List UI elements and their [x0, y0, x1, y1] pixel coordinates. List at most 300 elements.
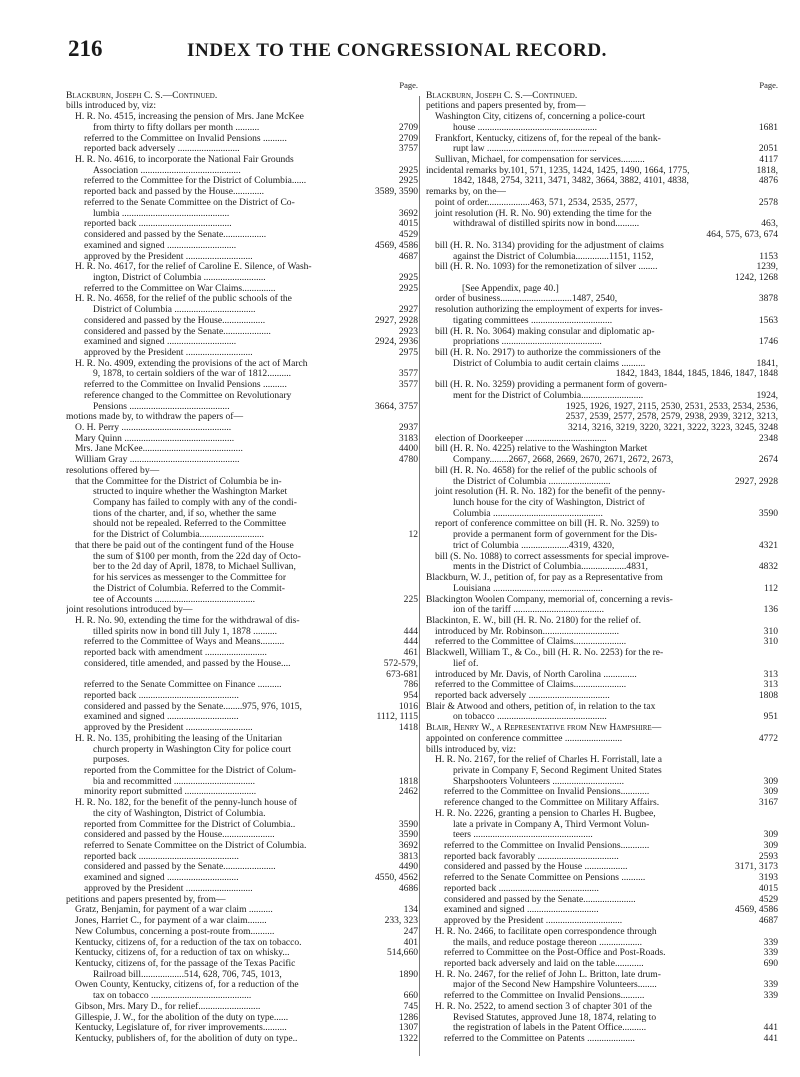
entry-text: Kentucky, citizens of, for the passage of the Texas Pacific — [75, 958, 296, 969]
index-entry-line — [426, 509, 778, 520]
entry-text: introduced by Mr. Davis, of North Carolina .............. — [435, 669, 637, 680]
entry-text: examined and signed .............................. — [84, 712, 239, 723]
entry-text: report of conference committee on bill (H. R. No. 3259) to — [435, 519, 660, 530]
index-entry-line — [66, 91, 418, 102]
entry-text: lunch house for the city of Washington, District of — [453, 498, 645, 509]
page-reference: 444 — [403, 626, 418, 637]
index-entry-line — [66, 316, 418, 327]
index-entry-line — [66, 380, 418, 391]
index-entry-line — [66, 455, 418, 466]
entry-text: referred to the Committee on Invalid Pensions.......... — [444, 991, 645, 1002]
entry-text: [See Appendix, page 40.] — [462, 283, 559, 294]
index-entry-line — [426, 562, 778, 573]
entry-text: introduced by Mr. Robinson................................ — [435, 626, 620, 637]
index-entry-line — [66, 112, 418, 123]
index-entry-line — [426, 852, 778, 863]
index-entry-line — [426, 519, 778, 530]
page-reference: 401 — [403, 937, 418, 948]
index-entry-line — [66, 1023, 418, 1034]
entry-text: ments in the District of Columbia...................4831, — [453, 562, 648, 573]
index-entry-line — [66, 552, 418, 563]
entry-text: approved by the President ............................ — [84, 347, 253, 358]
page-reference: 690 — [763, 958, 778, 969]
index-entry-line — [66, 487, 418, 498]
entry-text: considered and passed by the Senate...................... — [84, 862, 276, 873]
index-entry-line — [426, 938, 778, 949]
index-entry-line — [66, 595, 418, 606]
index-entry-line — [426, 970, 778, 981]
index-entry-line — [66, 273, 418, 284]
page-reference: 660 — [403, 991, 418, 1002]
entry-text: point of order..................463, 571, 2534, 2535, 2577, — [435, 197, 638, 208]
page-reference: 4832 — [758, 562, 778, 573]
entry-text: Louisiana .............................................. — [453, 583, 603, 594]
page-reference: 3813 — [398, 851, 418, 862]
entry-text: Blackinton, E. W., bill (H. R. No. 2180) for the relief of. — [426, 615, 642, 626]
index-entry-line — [426, 444, 778, 455]
index-entry-line — [66, 584, 418, 595]
entry-text: District of Columbia .................................. — [93, 305, 256, 316]
entry-text: H. R. No. 4617, for the relief of Caroline E. Silence, of Wash- — [75, 262, 312, 273]
index-entry-line — [426, 466, 778, 477]
entry-text: Mrs. Jane McKee.......................................... — [75, 444, 243, 455]
entry-text: that the Committee for the District of Columbia be in- — [75, 476, 282, 487]
index-entry-line — [426, 91, 778, 102]
page-reference: 313 — [763, 669, 778, 680]
entry-text: considered and passed by the House.................. — [84, 315, 266, 326]
entry-text: referred to the Committee on War Claims.............. — [84, 283, 276, 294]
entry-text: the registration of labels in the Patent Office.......... — [453, 1023, 647, 1034]
page-reference: 1242, 1268 — [735, 272, 778, 283]
page-reference: 4687 — [758, 916, 778, 927]
entry-text: bill (H. R. No. 4225) relative to the Washington Market — [435, 444, 648, 455]
page-reference: 2975 — [398, 347, 418, 358]
entry-text: considered and passed by the Senate.................... — [84, 326, 271, 337]
index-entry-line — [66, 702, 418, 713]
entry-text: considered and passed by the Senate.................. — [84, 230, 267, 241]
entry-text: approved by the President ................................ — [444, 916, 623, 927]
page-reference: 4015 — [758, 883, 778, 894]
entry-text: on tobacco .............................................. — [453, 712, 607, 723]
page-reference: 4686 — [398, 883, 418, 894]
entry-text: Revised Statutes, approved June 18, 1874, relating to — [453, 1012, 657, 1023]
entry-text: Sharpshooters Volunteers .............................. — [453, 776, 624, 787]
entry-text: referred to the Committee on Invalid Pensions............ — [444, 787, 650, 798]
index-entry-line — [66, 841, 418, 852]
entry-text: considered, title amended, and passed by the House.... — [84, 658, 291, 669]
page-reference: 2578 — [758, 197, 778, 208]
entry-text: reported back adversely .................................. — [435, 690, 610, 701]
page-reference: 464, 575, 673, 674 — [706, 230, 778, 241]
entry-text: that there be paid out of the contingent fund of the House — [75, 540, 294, 551]
page-reference: 233, 323 — [384, 916, 418, 927]
entry-text: referred to the Senate Committee on Pensions .......... — [444, 873, 646, 884]
entry-text: order of business..............................1487, 2540, — [435, 294, 618, 305]
entry-text: the mails, and reduce postage thereon .................. — [453, 937, 643, 948]
page-reference: 247 — [403, 926, 418, 937]
entry-text: reported back adversely .......................... — [84, 144, 240, 155]
index-entry-line — [426, 702, 778, 713]
page-reference: 2462 — [398, 787, 418, 798]
entry-text: Railroad bill..................514, 628, 706, 745, 1013, — [93, 969, 282, 980]
index-entry-line — [426, 187, 778, 198]
entry-text: ion of the tariff ...................................... — [453, 605, 604, 616]
page-reference: 310 — [763, 637, 778, 648]
page-reference: 1322 — [398, 1033, 418, 1044]
index-entry-line — [426, 252, 778, 263]
entry-text: Sullivan, Michael, for compensation for services.......... — [435, 155, 645, 166]
page-reference: 786 — [403, 680, 418, 691]
index-entry-line — [426, 294, 778, 305]
entry-text: reported back .......................................... — [84, 690, 239, 701]
page-reference: 3590 — [398, 819, 418, 830]
index-entry-line — [66, 766, 418, 777]
running-title: INDEX TO THE CONGRESSIONAL RECORD. — [187, 40, 608, 61]
page-reference: 4529 — [758, 894, 778, 905]
index-entry-line — [426, 455, 778, 466]
entry-text: the District of Columbia .......................... — [453, 476, 611, 487]
entry-text: from thirty to fifty dollars per month .......... — [93, 122, 260, 133]
entry-text: for his services as messenger to the Committee for — [93, 573, 287, 584]
page-reference: 2709 — [398, 133, 418, 144]
index-entry-line — [66, 359, 418, 370]
page-reference: 1239, — [756, 262, 778, 273]
entry-text: bills introduced by, viz: — [426, 744, 517, 755]
entry-text: considered and passed by the Senate...................... — [444, 894, 636, 905]
page-reference: 3590 — [398, 830, 418, 841]
page-header — [52, 32, 770, 66]
index-entry-line — [426, 487, 778, 498]
index-entry-line — [66, 712, 418, 723]
index-entry-line — [66, 262, 418, 273]
index-entry-line — [426, 230, 778, 241]
index-entry-line — [426, 830, 778, 841]
page-reference: 2925 — [398, 165, 418, 176]
page-reference: 4529 — [398, 230, 418, 241]
entry-text: referred to the Committee of Claims...................... — [435, 637, 627, 648]
entry-text: referred to the Senate Committee on Finance .......... — [84, 680, 282, 691]
index-entry-line — [426, 209, 778, 220]
entry-text: late a private in Company A, Third Vermont Volun- — [453, 819, 650, 830]
page-reference: 441 — [763, 1033, 778, 1044]
page-reference: 1563 — [758, 315, 778, 326]
entry-text: H. R. No. 2226, granting a pension to Charles H. Bugbee, — [435, 808, 656, 819]
index-entry-line — [426, 348, 778, 359]
entry-text: propriations .......................................... — [453, 337, 602, 348]
page-reference: 2923 — [398, 326, 418, 337]
index-entry-line — [426, 670, 778, 681]
index-entry-line — [66, 648, 418, 659]
index-entry-line — [66, 938, 418, 949]
page-reference: 3589, 3590 — [375, 187, 418, 198]
page-reference: 1418 — [398, 723, 418, 734]
entry-text: Mary Quinn .............................................. — [75, 433, 235, 444]
entry-text: the city of Washington, District of Columbia. — [93, 808, 266, 819]
page-reference: 2348 — [758, 433, 778, 444]
entry-text: referred to the Senate Committee on the District of Co- — [84, 197, 295, 208]
page-reference: 1818 — [398, 776, 418, 787]
page-reference: 1153 — [759, 251, 778, 262]
index-entry-line — [426, 1013, 778, 1024]
entry-text: referred to the Committee on Invalid Pensions .......... — [84, 133, 287, 144]
index-entry-line — [66, 402, 418, 413]
page-reference: 2051 — [758, 144, 778, 155]
index-entry-line — [426, 134, 778, 145]
entry-text: examined and signed ............................. — [84, 240, 237, 251]
index-entry-line — [426, 391, 778, 402]
index-entry-line — [426, 884, 778, 895]
entry-text: District of Columbia to audit certain claims .......... — [453, 358, 646, 369]
index-entry-line — [66, 541, 418, 552]
entry-text: house .................................................. — [453, 122, 597, 133]
index-entry-line — [66, 627, 418, 638]
index-entry-line — [426, 798, 778, 809]
index-entry-line — [426, 820, 778, 831]
index-entry-line — [426, 573, 778, 584]
entry-text: teers .................................................. — [453, 830, 593, 841]
entry-text: provide a permanent form of government for the Dis- — [453, 530, 658, 541]
entry-text: reported back ....................................... — [84, 219, 232, 230]
page-number: 216 — [68, 36, 103, 61]
index-entry-line — [66, 412, 418, 423]
index-entry-line — [66, 916, 418, 927]
entry-text: Blair, Henry W., a Representative from New Hampshire— — [426, 723, 662, 734]
entry-text: election of Doorkeeper .................................. — [435, 433, 607, 444]
page-reference: 2593 — [758, 851, 778, 862]
entry-text: H. R. No. 135, prohibiting the leasing of the Unitarian — [75, 733, 283, 744]
entry-text: Blackburn, Joseph C. S.—Continued. — [66, 90, 218, 101]
page-reference: 2924, 2936 — [375, 337, 418, 348]
index-entry-line — [66, 444, 418, 455]
index-entry-line — [66, 948, 418, 959]
entry-text: examined and signed ............................. — [84, 337, 237, 348]
index-entry-line — [66, 348, 418, 359]
entry-text: reference changed to the Committee on Revolutionary — [84, 390, 292, 401]
page-reference: 2927, 2928 — [735, 476, 778, 487]
entry-text: considered and passed by the House...................... — [84, 830, 275, 841]
index-entry-line — [426, 659, 778, 670]
entry-text: O. H. Perry .............................................. — [75, 423, 232, 433]
index-entry-line — [66, 284, 418, 295]
entry-text: referred to the Committee for the District of Columbia...... — [84, 176, 307, 187]
page-reference: 1307 — [398, 1023, 418, 1034]
index-entry-line — [66, 1002, 418, 1013]
index-entry-line — [66, 155, 418, 166]
entry-text: bill (H. R. No. 3064) making consular and diplomatic ap- — [435, 326, 655, 337]
page-reference: 673-681 — [386, 669, 418, 680]
entry-text: appointed on conference committee ........................ — [426, 733, 623, 744]
page-reference: 1016 — [398, 701, 418, 712]
index-entry-line — [66, 369, 418, 380]
page-reference: 745 — [403, 1001, 418, 1012]
page-reference: 4772 — [758, 733, 778, 744]
index-entry-line — [66, 391, 418, 402]
page-reference: 3757 — [398, 144, 418, 155]
page-reference: 951 — [763, 712, 778, 723]
entry-text: New Columbus, concerning a post-route from.......... — [75, 926, 275, 937]
entry-text: church property in Washington City for police court — [93, 744, 292, 755]
index-entry-line — [66, 980, 418, 991]
page-reference: 3590 — [758, 508, 778, 519]
entry-text: Gillespie, J. W., for the abolition of the duty on type...... — [75, 1012, 289, 1023]
page-reference: 441 — [763, 1023, 778, 1034]
entry-text: H. R. No. 2467, for the relief of John L. Britton, late drum- — [435, 969, 661, 980]
entry-text: Columbia .............................................. — [453, 508, 603, 519]
index-entry-line — [66, 230, 418, 241]
entry-text: resolution authorizing the employment of experts for inves- — [435, 305, 663, 316]
entry-text: tilled spirits now in bond till July 1, 1878 .......... — [93, 626, 278, 637]
index-entry-line — [426, 637, 778, 648]
index-entry-line — [426, 1023, 778, 1034]
entry-text: William Gray .............................................. — [75, 455, 240, 466]
index-entry-line — [66, 616, 418, 627]
page-reference: 4550, 4562 — [375, 873, 418, 884]
page-reference: 4321 — [758, 540, 778, 551]
index-entry-line — [66, 755, 418, 766]
entry-text: H. R. No. 2167, for the relief of Charles H. Forristall, late a — [435, 755, 662, 766]
entry-text: tigating committees .................................. — [453, 315, 613, 326]
page-reference: 4876 — [758, 176, 778, 187]
page-reference: 2709 — [398, 122, 418, 133]
index-entry-line — [66, 895, 418, 906]
index-entry-line — [66, 466, 418, 477]
entry-text: reported from the Committee for the District of Colum- — [84, 766, 297, 776]
index-entry-line — [66, 970, 418, 981]
index-entry-line — [426, 412, 778, 423]
index-entry-line — [426, 327, 778, 338]
entry-text: structed to inquire whether the Washington Market — [93, 487, 288, 498]
entry-text: referred to the Committee of Ways and Means.......... — [84, 637, 285, 648]
entry-text: ment for the District of Columbia.......................... — [453, 390, 644, 401]
index-entry-line — [426, 873, 778, 884]
index-entry-line — [426, 112, 778, 123]
entry-text: Owen County, Kentucky, citizens of, for a reduction of the — [75, 980, 299, 991]
page-reference: 225 — [403, 594, 418, 605]
page-reference: 461 — [403, 648, 418, 659]
index-entry-line — [66, 337, 418, 348]
entry-text: Blair & Atwood and others, petition of, in relation to the tax — [426, 701, 656, 712]
entry-text: bia and recommitted .................................. — [93, 776, 256, 787]
page-reference: 572-579, — [383, 658, 418, 669]
page-reference: 339 — [763, 991, 778, 1002]
index-entry-line — [426, 584, 778, 595]
index-entry-line — [426, 402, 778, 413]
index-entry-line — [426, 144, 778, 155]
page-reference: 2925 — [398, 272, 418, 283]
entry-text: considered and passed by the House .................. — [444, 862, 628, 873]
entry-text: Blackwell, William T., & Co., bill (H. R. No. 2253) for the re- — [426, 648, 664, 659]
index-entry-line — [426, 648, 778, 659]
index-entry-line — [426, 862, 778, 873]
page-reference: 12 — [408, 530, 418, 541]
entry-text: reported back adversely and laid on the table............ — [444, 958, 644, 969]
index-entry-line — [66, 734, 418, 745]
entry-text: resolutions offered by— — [66, 465, 160, 476]
page-reference: 339 — [763, 937, 778, 948]
entry-text: Blackburn, Joseph C. S.—Continued. — [426, 90, 578, 101]
index-entry-line — [426, 241, 778, 252]
index-entry-line — [66, 187, 418, 198]
index-entry-line — [426, 155, 778, 166]
entry-text: purposes. — [93, 755, 130, 766]
page-reference: 3664, 3757 — [375, 401, 418, 412]
index-entry-line — [66, 605, 418, 616]
entry-text: Gibson, Mrs. Mary D., for relief.......................... — [75, 1001, 261, 1012]
page-reference: 3577 — [398, 380, 418, 391]
page-reference: 4490 — [398, 862, 418, 873]
index-entry-line — [66, 745, 418, 756]
index-entry-line — [66, 498, 418, 509]
page-reference: 3577 — [398, 369, 418, 380]
index-entry-line — [66, 519, 418, 530]
entry-text: reported back .......................................... — [84, 851, 239, 862]
entry-text: examined and signed .............................. — [444, 905, 599, 916]
page-reference: 3171, 3173 — [735, 862, 778, 873]
index-entry-line — [426, 712, 778, 723]
entry-text: incidental remarks by.101, 571, 1235, 1424, 1425, 1490, 1664, 1775, — [426, 165, 690, 176]
index-entry-line — [426, 316, 778, 327]
page-reference: 1746 — [758, 337, 778, 348]
index-entry-line — [426, 905, 778, 916]
entry-text: minority report submitted .............................. — [84, 787, 257, 798]
page-reference: 309 — [763, 841, 778, 852]
index-entry-line — [66, 830, 418, 841]
index-entry-line — [426, 123, 778, 134]
index-entry-line — [66, 723, 418, 734]
index-entry-line — [66, 562, 418, 573]
page-reference: 310 — [763, 626, 778, 637]
index-entry-line — [426, 616, 778, 627]
index-entry-line — [426, 359, 778, 370]
entry-text: tax on tobacco .......................................... — [93, 991, 252, 1002]
entry-text: tions of the charter, and, if so, whether the same — [93, 508, 277, 519]
index-entry-line — [426, 219, 778, 230]
index-entry-line — [426, 723, 778, 734]
entry-text: Blackburn, W. J., petition of, for pay as a Representative from — [426, 573, 663, 584]
page-reference: 309 — [763, 776, 778, 787]
entry-text: H. R. No. 90, extending the time for the withdrawal of dis- — [75, 615, 300, 626]
entry-text: 9, 1878, to certain soldiers of the war of 1812.......... — [93, 369, 292, 380]
entry-text: H. R. No. 4909, extending the provisions of the act of March — [75, 358, 308, 369]
index-entry-line — [66, 134, 418, 145]
entry-text: against the District of Columbia..............1151, 1152, — [453, 251, 654, 262]
index-entry-line — [426, 434, 778, 445]
page-reference: 3214, 3216, 3219, 3220, 3221, 3222, 3223, 3245, 3248 — [567, 423, 778, 433]
page-reference: 2925 — [398, 283, 418, 294]
index-entry-line — [66, 820, 418, 831]
index-entry-line — [426, 176, 778, 187]
entry-text: should not be repealed. Referred to the Committee — [93, 519, 286, 530]
entry-text: trict of Columbia ....................4319, 4320, — [453, 540, 615, 551]
page-reference: 3167 — [758, 798, 778, 809]
entry-text: Blackington Woolen Company, memorial of, concerning a revis- — [426, 594, 673, 605]
index-entry-line — [426, 959, 778, 970]
index-entry-line — [426, 605, 778, 616]
entry-text: motions made by, to withdraw the papers of— — [66, 412, 244, 423]
index-entry-line — [426, 198, 778, 209]
index-entry-line — [426, 927, 778, 938]
entry-text: Kentucky, publishers of, for the abolition of duty on type.. — [75, 1033, 298, 1044]
page-reference: 2674 — [758, 455, 778, 466]
page-reference: 1818, — [756, 165, 778, 176]
entry-text: private in Company F, Second Regiment United States — [453, 766, 662, 776]
entry-text: approved by the President ............................ — [84, 723, 253, 734]
page-reference: 4015 — [398, 219, 418, 230]
entry-text: Washington City, citizens of, concerning a police-court — [435, 112, 646, 123]
entry-text: H. R. No. 4658, for the relief of the public schools of the — [75, 294, 292, 305]
index-entry-line — [66, 862, 418, 873]
page-reference: 1681 — [758, 122, 778, 133]
